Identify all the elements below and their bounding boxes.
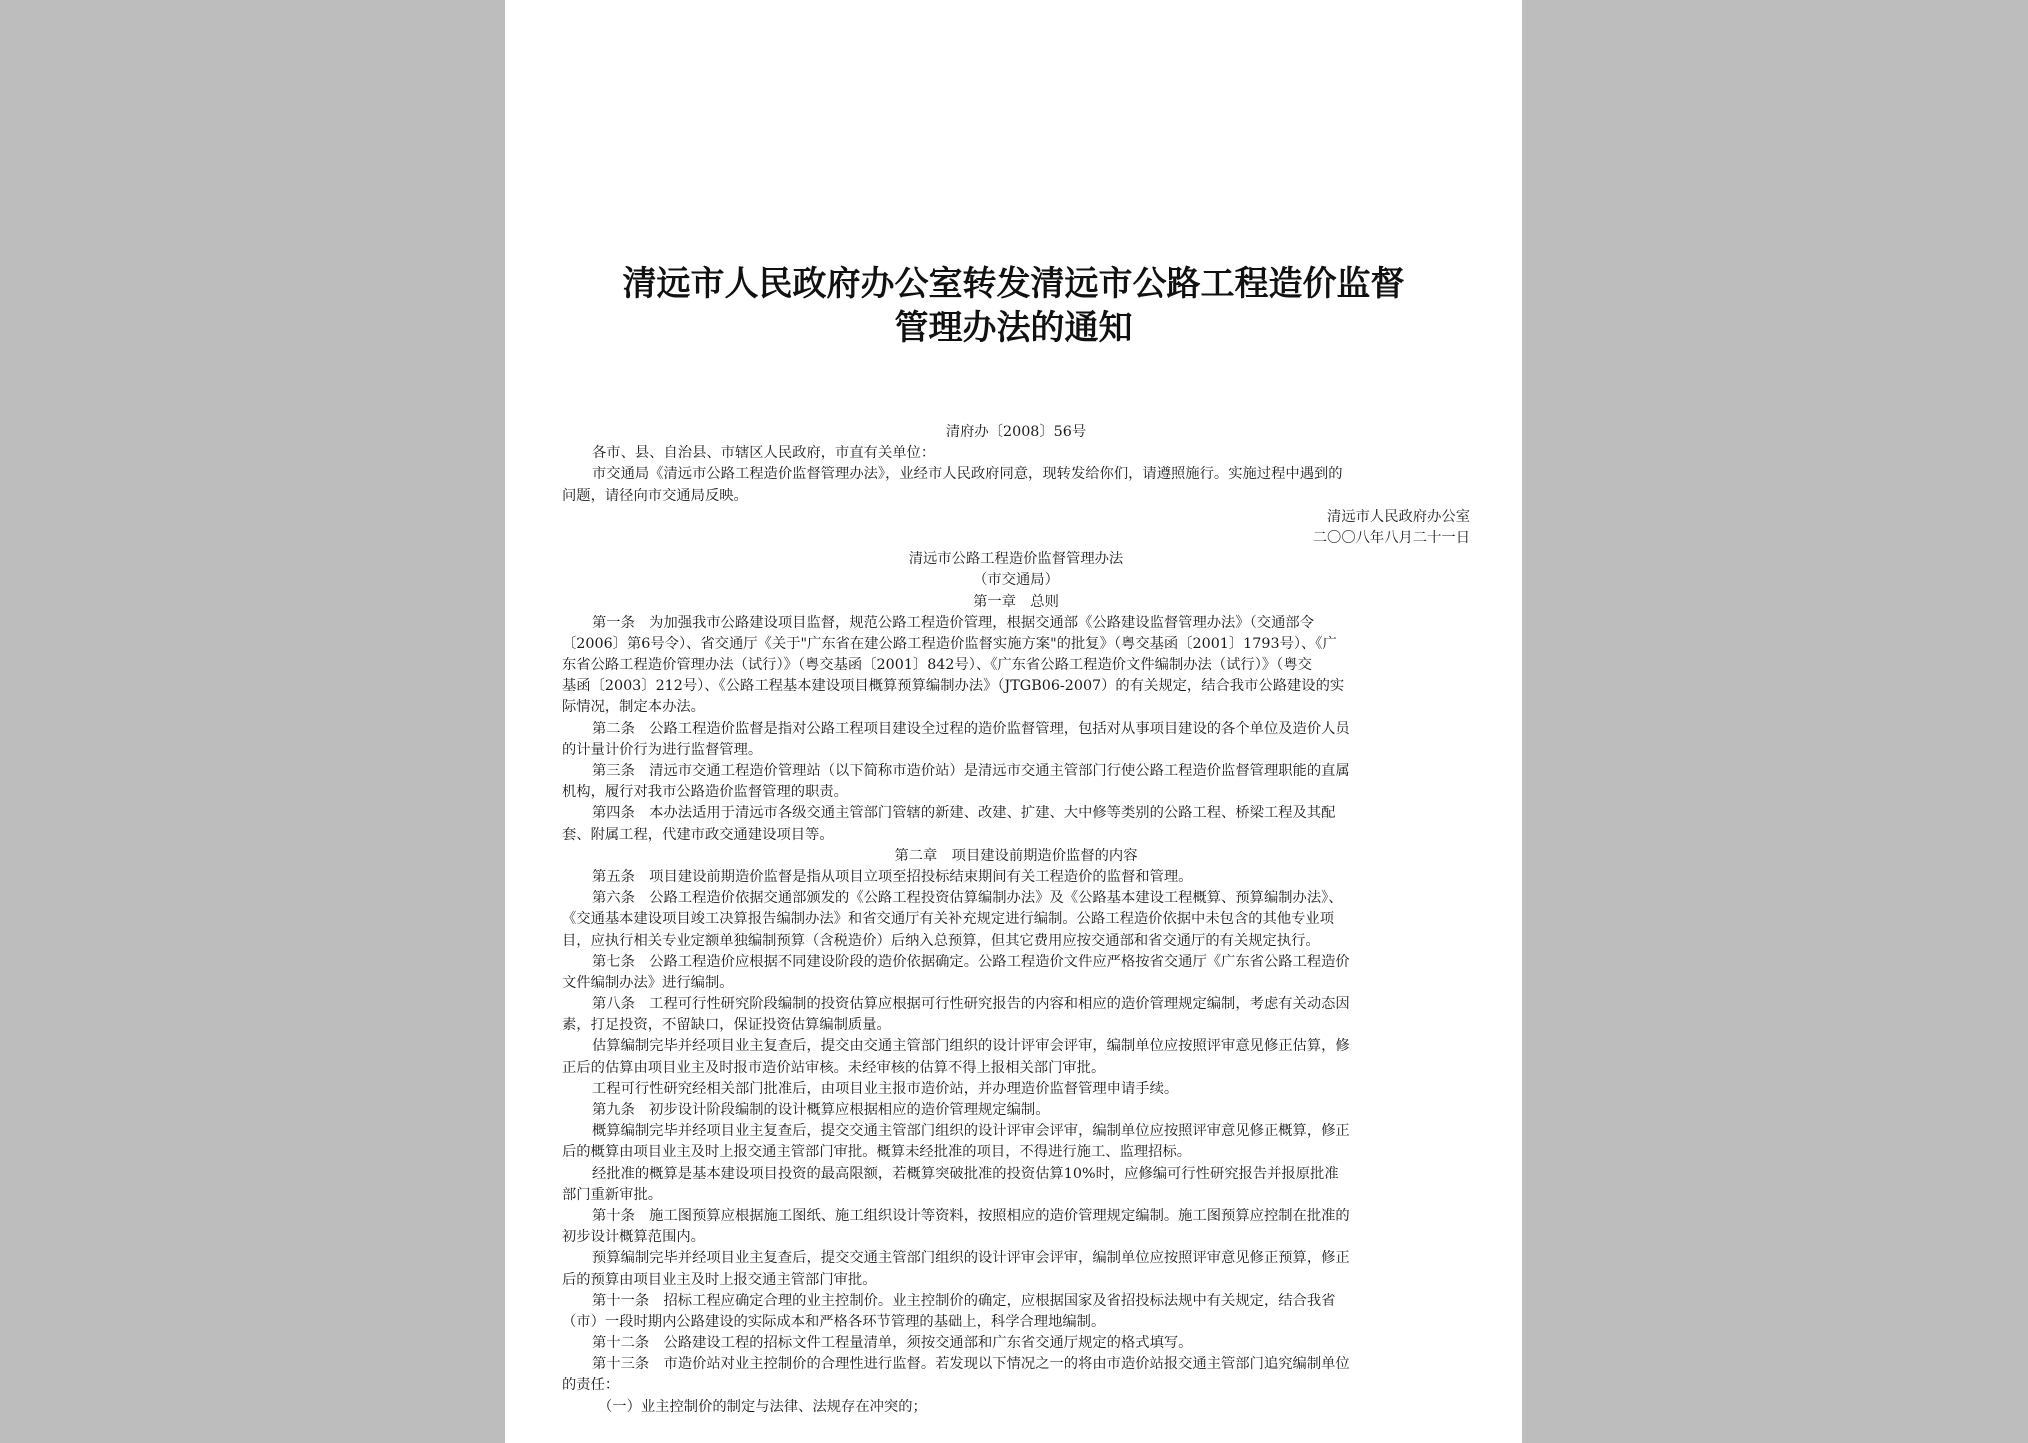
text-line: 第八条 工程可行性研究阶段编制的投资估算应根据可行性研究报告的内容和相应的造价管理规定编制，考虑有关动态因 [592, 996, 1350, 1013]
text-line: 第一条 为加强我市公路建设项目监督，规范公路工程造价管理，根据交通部《公路建设监督管理办法》（交通部令 [592, 614, 1314, 631]
text-line: （市交通局） [973, 572, 1059, 589]
text-line: 清远市公路工程造价监督管理办法 [908, 551, 1124, 568]
text-line: 市交通局《清远市公路工程造价监督管理办法》，业经市人民政府同意，现转发给你们，请遵照施行。实施过程中遇到的 [592, 466, 1343, 483]
text-line: 第十二条 公路建设工程的招标文件工程量清单，须按交通部和广东省交通厅规定的格式填写。 [592, 1335, 1193, 1352]
text-line: 第七条 公路工程造价应根据不同建设阶段的造价依据确定。公路工程造价文件应严格按省交通厅《广东省公路工程造价 [592, 953, 1350, 970]
text-line: 《交通基本建设项目竣工决算报告编制办法》和省交通厅有关补充规定进行编制。公路工程造价依据中未包含的其他专业项 [562, 911, 1335, 928]
text-line: 第十条 施工图预算应根据施工图纸、施工组织设计等资料，按照相应的造价管理规定编制。施工图预算应控制在批准的 [592, 1207, 1350, 1224]
text-line: 清府办〔2008〕56号 [945, 424, 1087, 440]
text-line: 东省公路工程造价管理办法（试行）》（粤交基函〔2001〕842号）、《广东省公路工程造价文件编制办法（试行）》（粤交 [562, 657, 1312, 674]
text-line: 机构，履行对我市公路造价监督管理的职责。 [562, 784, 848, 801]
text-line: 的责任： [562, 1377, 620, 1394]
text-line: 际情况，制定本办法。 [562, 699, 705, 716]
text-line: （一）业主控制价的制定与法律、法规存在冲突的； [598, 1398, 927, 1415]
text-line: 各市、县、自治县、市辖区人民政府，市直有关单位： [592, 445, 936, 462]
text-line: 第五条 项目建设前期造价监督是指从项目立项至招投标结束期间有关工程造价的监督和管理。 [592, 868, 1193, 885]
text-line: 经批准的概算是基本建设项目投资的最高限额，若概算突破批准的投资估算10%时，应修编可行性研究报告并报原批准 [592, 1165, 1339, 1182]
text-line: 第四条 本办法适用于清远市各级交通主管部门管辖的新建、改建、扩建、大中修等类别的公路工程、桥梁工程及其配 [592, 805, 1336, 822]
text-line: 〔2006〕第6号令）、省交通厅《关于"广东省在建公路工程造价监督实施方案"的批复》（粤交基函〔2001〕1793号）、《广 [562, 635, 1337, 652]
text-line: 素，打足投资，不留缺口，保证投资估算编制质量。 [562, 1017, 891, 1034]
text-line: 估算编制完毕并经项目业主复查后，提交由交通主管部门组织的设计评审会评审，编制单位应按照评审意见修正估算，修 [592, 1038, 1350, 1055]
text-line: 正后的估算由项目业主及时报市造价站审核。未经审核的估算不得上报相关部门审批。 [562, 1059, 1106, 1076]
text-line: 预算编制完毕并经项目业主复查后，提交交通主管部门组织的设计评审会评审，编制单位应按照评审意见修正预算，修正 [592, 1250, 1350, 1267]
text-line: 第二章 项目建设前期造价监督的内容 [894, 847, 1138, 864]
text-line: 后的概算由项目业主及时上报交通主管部门审批。概算未经批准的项目，不得进行施工、监理招标。 [562, 1144, 1192, 1161]
text-line: 工程可行性研究经相关部门批准后，由项目业主报市造价站，并办理造价监督管理申请手续。 [592, 1080, 1179, 1097]
text-line: 文件编制办法》进行编制。 [562, 974, 734, 991]
text-line: 第一章 总则 [973, 593, 1059, 610]
text-line: 第二条 公路工程造价监督是指对公路工程项目建设全过程的造价监督管理，包括对从事项目建设的各个单位及造价人员 [592, 720, 1350, 737]
document-body [562, 422, 1470, 1418]
text-line: 第九条 初步设计阶段编制的设计概算应根据相应的造价管理规定编制。 [592, 1102, 1050, 1118]
text-line: 清远市人民政府办公室 [1327, 508, 1470, 525]
text-line: 第十三条 市造价站对业主控制价的合理性进行监督。若发现以下情况之一的将由市造价站报交通主管部门追究编制单位 [592, 1356, 1350, 1373]
text-line: 目，应执行相关专业定额单独编制预算（含税造价）后纳入总预算，但其它费用应按交通部和省交通厅的有关规定执行。 [562, 932, 1320, 949]
text-line: 概算编制完毕并经项目业主复查后，提交交通主管部门组织的设计评审会评审，编制单位应按照评审意见修正概算，修正 [592, 1123, 1350, 1140]
title-line: 管理办法的通知 [894, 308, 1133, 348]
text-line: （市）一段时期内公路建设的实际成本和严格各环节管理的基础上，科学合理地编制。 [562, 1313, 1106, 1330]
text-line: 基函〔2003〕212号）、《公路工程基本建设项目概算预算编制办法》（JTGB06-2007）的有关规定，结合我市公路建设的实 [562, 678, 1345, 695]
text-line: 问题，请径向市交通局反映。 [562, 487, 748, 504]
text-line: 二〇〇八年八月二十一日 [1312, 529, 1470, 546]
text-line: 部门重新审批。 [562, 1186, 663, 1203]
document-page [505, 0, 1522, 1443]
text-line: 初步设计概算范围内。 [562, 1229, 705, 1246]
text-line: 第十一条 招标工程应确定合理的业主控制价。业主控制价的确定，应根据国家及省招投标法规中有关规定，结合我省 [592, 1292, 1336, 1309]
text-line: 套、附属工程，代建市政交通建设项目等。 [562, 826, 834, 843]
text-line: 第六条 公路工程造价依据交通部颁发的《公路工程投资估算编制办法》及《公路基本建设工程概算、预算编制办法》、 [592, 890, 1343, 907]
document-title [505, 262, 1522, 350]
text-line: 第三条 清远市交通工程造价管理站（以下简称市造价站）是清远市交通主管部门行使公路工程造价监督管理职能的直属 [592, 763, 1350, 779]
text-line: 的计量计价行为进行监督管理。 [562, 741, 763, 758]
text-line: 后的预算由项目业主及时上报交通主管部门审批。 [562, 1271, 877, 1288]
title-line: 清远市人民政府办公室转发清远市公路工程造价监督 [622, 264, 1405, 304]
